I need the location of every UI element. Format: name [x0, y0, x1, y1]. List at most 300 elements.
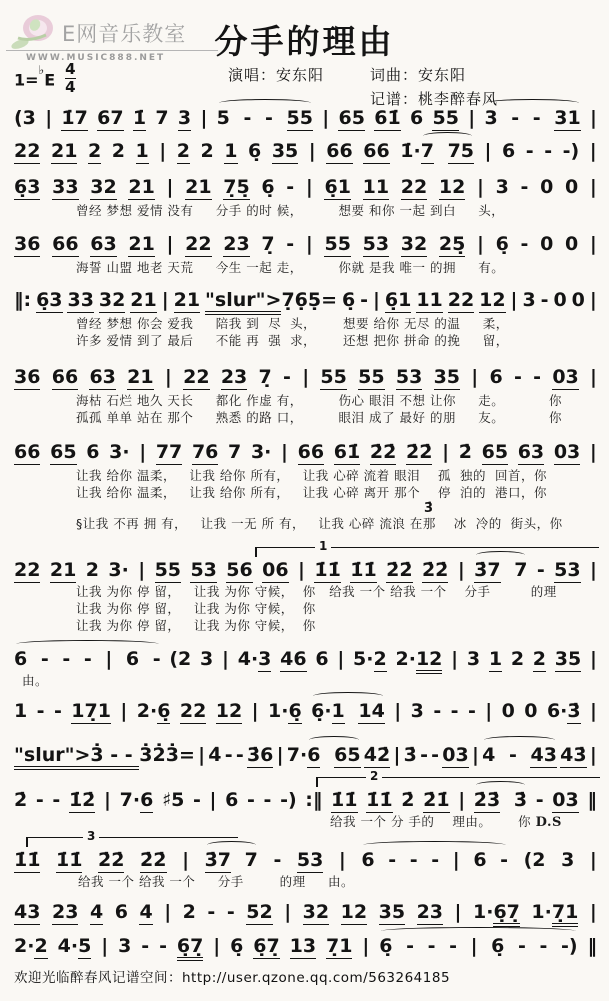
note-token: - — [36, 700, 45, 722]
note-token: 0 — [540, 176, 554, 198]
score-system — [0, 934, 609, 958]
note-token: 63 — [90, 233, 117, 255]
note-token: 66 — [51, 366, 79, 388]
note-token: 66 — [14, 441, 41, 463]
notation-line — [0, 365, 609, 389]
note-token: 6̣ - - - | 6̣ - - -) — [379, 935, 578, 957]
note-token: 6 — [86, 441, 100, 463]
note-token: 6̣ — [261, 176, 275, 198]
note-token: - — [53, 700, 62, 722]
note-token: 6 — [502, 140, 516, 162]
note-token: - — [525, 140, 534, 162]
note-token: 1̇1̇ — [366, 789, 393, 811]
note-token: - — [420, 744, 428, 766]
score-system — [0, 647, 609, 688]
note-token: | — [485, 700, 493, 722]
note-token: 1 — [488, 648, 503, 670]
note-token: 55 — [154, 559, 182, 581]
note-token: | — [166, 233, 174, 255]
note-token: 2̇ — [458, 441, 472, 463]
note-token: 1·6̣ — [267, 700, 302, 722]
note-token: 3· — [109, 441, 130, 463]
note-token: 3̇7 7 — [204, 849, 258, 871]
note-token: :‖ — [305, 789, 323, 811]
note-token: ‖ — [587, 935, 597, 957]
notation-line — [0, 232, 609, 256]
note-token: | — [476, 233, 484, 255]
note-token: - — [433, 700, 442, 722]
note-token: 17̣1 — [71, 700, 111, 722]
note-token: | — [589, 289, 597, 311]
lyrics-block — [0, 259, 609, 276]
volta-label: 2 — [366, 769, 382, 783]
note-token: 2 — [200, 140, 214, 162]
note-token: 3 — [466, 648, 481, 670]
note-token: | — [471, 744, 479, 766]
note-token: 0 — [524, 700, 538, 722]
notation-line — [0, 288, 609, 312]
note-token: 6̣1 — [324, 176, 351, 198]
note-token: 0 — [564, 233, 579, 255]
note-token: - — [263, 789, 272, 811]
note-token: - — [540, 289, 549, 311]
note-token: | — [209, 789, 217, 811]
lyric-row: 让我 为你 停 留， 让我 为你 守候， 你 — [76, 618, 316, 633]
note-token: 7·6 — [119, 789, 154, 811]
note-token: 33 — [67, 289, 94, 311]
note-token: | — [308, 140, 316, 162]
note-token: 0 — [571, 289, 585, 311]
lyric-row: 让我 给你 温柔， 让我 给你 所有， 让我 心碎 离开 那个 停 泊的 港口，你 — [76, 485, 547, 500]
note-token: 55 — [358, 366, 385, 388]
lyrics-block — [0, 583, 609, 634]
score-system — [0, 106, 609, 130]
note-token: - — [536, 559, 545, 581]
note-token: 7̣1 — [326, 935, 353, 957]
note-token: 2 — [510, 648, 525, 670]
note-token: 2̇ — [14, 789, 28, 811]
note-token: - — [235, 744, 244, 766]
note-token: 1 — [14, 700, 28, 722]
note-token: ♯5 — [161, 789, 185, 811]
lyrics-block — [0, 873, 609, 890]
note-token: 55 — [320, 366, 347, 388]
notation-line — [0, 440, 609, 464]
note-token: 22 — [14, 559, 41, 581]
note-token: - — [159, 935, 167, 957]
note-token: | — [457, 559, 465, 581]
note-token: 4 — [89, 901, 104, 923]
note-token: 43̇ — [560, 744, 587, 766]
credit-composer: 词曲：安东阳 — [370, 66, 467, 84]
note-token: 6̣7̣ — [177, 934, 203, 958]
note-token: (3 — [14, 107, 36, 129]
notation-line — [0, 139, 609, 163]
note-token: -) — [280, 789, 297, 811]
score-system — [0, 743, 609, 767]
note-token: 7 — [228, 441, 242, 463]
note-token: - — [207, 901, 216, 923]
note-token: 3̇ — [403, 744, 417, 766]
note-token: 63 — [89, 366, 116, 388]
note-token: | — [251, 700, 259, 722]
note-token: 66 — [297, 441, 325, 463]
note-token: 6̣3 — [36, 289, 63, 311]
notation-line — [0, 699, 609, 723]
logo-url-text: WWW.MUSIC888.NET — [26, 53, 166, 63]
credit-transcriber: 记谱：桃李醉春风 — [370, 90, 499, 108]
note-token: 36 — [14, 233, 41, 255]
small-note-annotation: 3̇ — [424, 501, 434, 516]
note-token: - — [286, 233, 295, 255]
note-token: (2 — [169, 648, 192, 670]
note-token: 1̇·7 75 — [400, 140, 475, 162]
note-token: 4̇2̇ — [363, 744, 391, 766]
notation-line — [0, 743, 609, 767]
note-token: 23 — [220, 366, 248, 388]
note-token: ‖: — [14, 289, 32, 311]
note-token: 35 — [271, 140, 299, 162]
note-token: 43 — [14, 901, 41, 923]
note-token: 65 — [50, 441, 77, 463]
note-token: | — [276, 744, 284, 766]
note-token: 6̣7̣ — [253, 935, 280, 957]
note-token: 2̇2̇ — [405, 441, 433, 463]
note-token: 6 - - - | 6 - — [361, 849, 509, 871]
note-token: 22 — [179, 700, 207, 722]
note-token: | — [589, 441, 597, 463]
note-token: 53 — [296, 849, 324, 871]
score-system — [0, 175, 609, 218]
lyrics-block — [0, 202, 609, 219]
note-token: 3 - - 31 — [484, 107, 581, 129]
note-token: 6̣ — [341, 289, 356, 311]
note-token: 5·2 — [353, 648, 387, 670]
score-system — [0, 232, 609, 275]
note-token: 55 — [432, 107, 459, 129]
note-token: 67 — [97, 107, 124, 129]
note-token: 12 — [479, 289, 506, 311]
lyric-row: 让我 给你 温柔， 让我 给你 所有， 让我 心碎 流着 眼泪 孤 独的 回首，你 — [76, 468, 547, 483]
note-token: 6 — [114, 901, 128, 923]
note-token: 65 — [338, 107, 365, 129]
note-token: 3̇6 — [246, 744, 274, 766]
note-token: 2̇2̇ — [369, 441, 397, 463]
note-token: 2·12 — [395, 647, 442, 671]
note-token: | — [200, 107, 208, 129]
note-token: 4 — [139, 901, 153, 923]
note-token: 0 — [501, 700, 515, 722]
note-token: 6 — [409, 107, 424, 129]
note-token: | — [45, 107, 53, 129]
note-token: 2̇2̇ — [98, 849, 125, 871]
note-token: 2 — [532, 648, 547, 670]
note-token: | — [182, 849, 190, 871]
note-token: | — [284, 901, 292, 923]
note-token: | — [589, 140, 597, 162]
note-token: | — [442, 441, 450, 463]
note-token: 22 — [400, 176, 428, 198]
note-token: 0 — [564, 176, 579, 198]
note-token: 2 — [176, 140, 190, 162]
note-token: 66 — [52, 233, 79, 255]
note-token: | — [166, 176, 174, 198]
note-token: | — [451, 648, 459, 670]
note-token: | — [468, 107, 476, 129]
lyric-row: 曾经 梦想 你会 爱我 陪我 到 尽 头， 想要 给你 无尽 的温 柔， — [76, 316, 509, 331]
lyric-row: 由。 — [22, 673, 49, 688]
notation-line — [0, 558, 609, 582]
note-token: 1̇1̇ — [14, 849, 41, 871]
note-token: - — [535, 789, 544, 811]
note-token: 25̣ — [438, 233, 466, 255]
note-token: - — [520, 176, 529, 198]
note-token: | — [589, 233, 597, 255]
note-token: 6̣ — [230, 935, 244, 957]
note-token: 22 — [447, 289, 475, 311]
note-token: 66 — [363, 140, 390, 162]
note-token: 2 — [85, 559, 99, 581]
note-token: - — [544, 140, 553, 162]
note-token: 0 — [553, 289, 567, 311]
note-token: 6̣·1 14 — [311, 700, 385, 722]
note-token: 3̇7 7 — [474, 559, 528, 581]
footer-note: 欢迎光临醉春风记谱空间：http://user.qzone.qq.com/563264185 — [14, 970, 451, 986]
volta-label: 3 — [83, 829, 99, 843]
lyric-row: 曾经 梦想 爱情 没有 分手 的时 候， 想要 和你 一起 到白 头， — [76, 203, 505, 218]
note-token: 3 — [495, 176, 509, 198]
song-title: 分手的理由 — [214, 22, 395, 61]
note-token: 1̇1̇ — [350, 559, 377, 581]
note-token: 3 — [561, 849, 575, 871]
lyric-row: 给我 一个 分 手的 理由。 你 D.S — [330, 814, 562, 830]
note-token: 2 — [182, 901, 196, 923]
note-token: | — [298, 559, 305, 581]
score-system — [0, 440, 609, 531]
note-token: 03 — [552, 789, 579, 811]
note-token: 7̣ — [258, 366, 272, 388]
note-token: | — [589, 849, 597, 871]
note-token: 23 — [51, 901, 79, 923]
note-token: 35 — [433, 366, 461, 388]
note-token: 5 - - 55 — [216, 107, 313, 129]
note-token: 23 — [416, 901, 444, 923]
note-token: | — [104, 789, 111, 811]
note-token: 6 — [489, 366, 503, 388]
score-system — [0, 288, 609, 348]
lyrics-block — [0, 392, 609, 426]
note-token: 2̇2̇ — [421, 559, 449, 581]
note-token: 21 — [127, 366, 154, 388]
note-token: (2 — [523, 849, 546, 871]
note-token: 11 — [416, 289, 443, 311]
notation-line — [0, 175, 609, 199]
note-token: | — [471, 366, 479, 388]
note-token: 1̇2̇ — [68, 789, 96, 811]
note-token: | — [362, 935, 370, 957]
note-token: 3· — [250, 441, 272, 463]
note-token: 36 — [14, 366, 41, 388]
note-token: - — [193, 789, 201, 811]
notation-line — [0, 647, 609, 671]
note-token: 3 — [522, 289, 536, 311]
note-token: 66 — [326, 140, 353, 162]
note-token: | — [164, 366, 172, 388]
notation-line — [0, 106, 609, 130]
note-token: 1̇1̇ — [56, 849, 83, 871]
score-system — [0, 829, 609, 889]
note-token: 4·5 — [57, 935, 92, 957]
note-token: 2̇ — [401, 789, 415, 811]
note-token: | — [159, 140, 167, 162]
notation-line — [0, 934, 609, 958]
note-token: | — [590, 700, 597, 722]
note-token: 21 — [49, 559, 77, 581]
note-token: | — [222, 648, 229, 670]
note-token: | — [590, 366, 597, 388]
note-token: 6̣3 — [14, 176, 41, 198]
note-token: 1·7̣1 — [531, 900, 578, 924]
volta-label: 1 — [315, 539, 331, 553]
note-token: - — [431, 744, 440, 766]
note-token: | — [281, 441, 288, 463]
note-token: 03 — [442, 744, 469, 766]
note-token: | — [589, 901, 597, 923]
note-token: - — [52, 789, 61, 811]
note-token: 52 — [246, 901, 273, 923]
lyric-row: 海枯 石烂 地久 天长 都化 作虚 有， 伤心 眼泪 不想 让你 走。 你 — [76, 393, 563, 408]
note-token: "slur">7̣6̣5̣= — [205, 288, 337, 312]
note-token: 53 — [362, 233, 390, 255]
credit-singer: 演唱：安东阳 — [228, 66, 325, 84]
note-token: - — [450, 700, 459, 722]
flat-sign: ♭ — [38, 62, 45, 77]
volta-bracket — [255, 539, 599, 557]
note-token: | — [337, 648, 345, 670]
note-token: - — [141, 935, 150, 957]
score-system — [0, 139, 609, 163]
note-token: 61̇ — [374, 107, 401, 129]
note-token: | — [590, 107, 597, 129]
note-token: 1̇1̇ — [314, 559, 341, 581]
note-token: 2̇3̇ 3̇ — [473, 789, 528, 811]
note-token: | — [458, 789, 466, 811]
note-token: 32 — [400, 233, 428, 255]
lyrics-block — [0, 315, 609, 349]
note-token: - — [35, 789, 44, 811]
note-token: | — [305, 233, 313, 255]
note-token: 53 — [554, 559, 581, 581]
note-token: | — [322, 107, 330, 129]
note-token: 13 — [289, 935, 317, 957]
note-token: 4·3 — [237, 648, 272, 670]
note-token: - — [514, 366, 522, 388]
note-token: -) — [562, 140, 580, 162]
note-token: 22 — [185, 233, 212, 255]
note-token: 63 — [517, 441, 545, 463]
note-token: 53 — [190, 559, 217, 581]
note-token: 2·2 — [14, 935, 48, 957]
note-token: 1̇7 — [61, 107, 88, 129]
note-token: | — [120, 700, 128, 722]
note-token: | — [393, 744, 401, 766]
note-token: 65 — [481, 441, 509, 463]
note-token: 56 — [226, 559, 253, 581]
note-token: | — [302, 366, 310, 388]
note-token: 32 — [98, 289, 126, 311]
notation-line — [0, 848, 609, 872]
note-token: 3· — [108, 559, 129, 581]
lyric-row: 海誓 山盟 地老 天荒 今生 一起 走， 你就 是我 唯一 的拥 有。 — [76, 260, 505, 275]
note-token: - — [286, 176, 295, 198]
note-token: 7 — [155, 107, 169, 129]
note-token: | — [164, 901, 172, 923]
note-token: 61̇ — [333, 441, 361, 463]
note-token: - — [283, 366, 291, 388]
note-token: 4 - 43 — [482, 744, 557, 766]
note-token: 3 — [177, 107, 192, 129]
note-token: 22 — [183, 366, 210, 388]
note-token: 22 — [14, 140, 41, 162]
note-token: | — [138, 559, 146, 581]
note-token: - — [533, 366, 542, 388]
note-token: | — [198, 744, 206, 766]
note-token: | — [161, 289, 169, 311]
note-token: 2̇2̇ — [386, 559, 413, 581]
note-token: 77 — [155, 441, 183, 463]
note-token: | — [484, 140, 492, 162]
note-token: 2 — [111, 140, 125, 162]
note-token: 1̇ — [132, 107, 147, 129]
note-token: 1 — [135, 140, 149, 162]
lyric-row: 许多 爱情 到了 最后 不能 再 强 求， 还想 把你 拼命 的挽 留， — [76, 333, 509, 348]
note-token: 35 — [378, 901, 406, 923]
note-token: | — [394, 700, 402, 722]
logo-text: E网音乐教室 — [62, 22, 187, 46]
note-token: 1·6̣7̣ — [473, 900, 520, 924]
note-token: | — [305, 176, 313, 198]
note-token: 23 — [223, 233, 250, 255]
lyric-row: 孤孤 单单 站在 那个 熟悉 的路 口， 眼泪 成了 最好 的朋 友。 你 — [76, 410, 563, 425]
notation-line — [0, 788, 609, 812]
ds-mark: D.S — [535, 815, 562, 830]
note-token: 32 — [302, 901, 330, 923]
note-token: - — [467, 700, 476, 722]
note-token: 21 — [50, 140, 78, 162]
note-token: 6·3̇ — [546, 700, 581, 722]
note-token: | — [454, 901, 462, 923]
note-token: | — [589, 744, 597, 766]
key-label: 1=♭E — [14, 62, 56, 90]
note-token: | — [590, 559, 597, 581]
lyric-row: 给我 一个 给我 一个 分手 的理 由。 — [78, 874, 354, 889]
note-token: 3 — [410, 700, 424, 722]
note-token: 4̇ — [208, 744, 222, 766]
note-token: 03 — [553, 441, 581, 463]
note-token: 7̣5̣ — [223, 176, 250, 198]
note-token: - — [247, 789, 255, 811]
note-token: | — [510, 289, 518, 311]
note-token: 6̣ — [495, 233, 509, 255]
volta-bracket — [316, 769, 600, 787]
note-token: 32 — [90, 176, 117, 198]
note-token: 7·6 65 — [286, 744, 361, 766]
note-token: 6 - - - | 6 - — [14, 648, 161, 670]
note-token: | — [476, 176, 484, 198]
note-token: 53 — [395, 366, 423, 388]
note-token: 6̣ — [248, 140, 262, 162]
note-token: 21 — [173, 289, 201, 311]
